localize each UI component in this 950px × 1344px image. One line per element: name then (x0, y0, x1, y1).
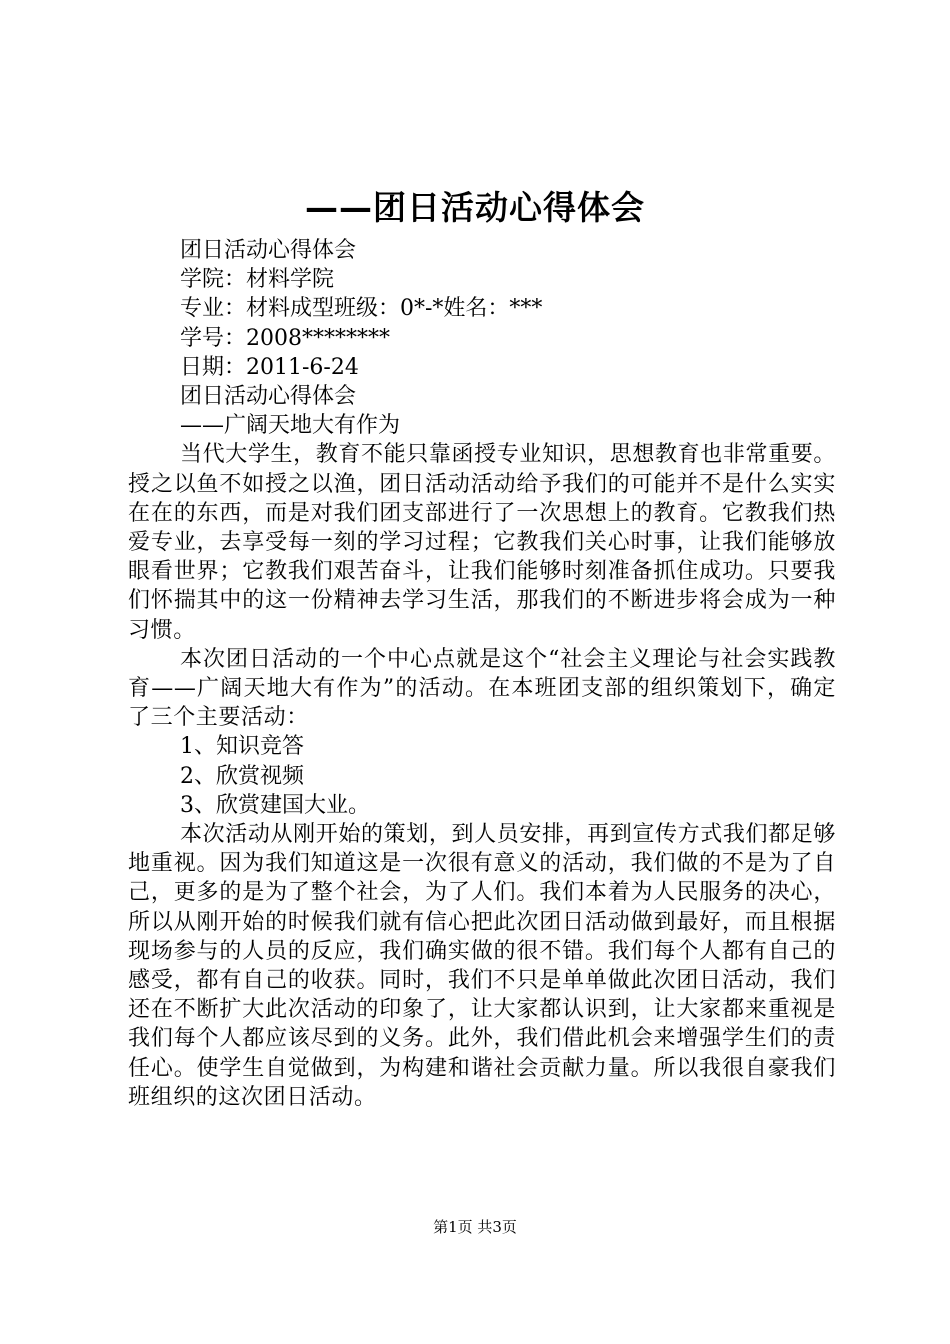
document-body (128, 236, 836, 1112)
header-line-date: 日期：2011-6-24 (180, 354, 359, 380)
activity-list-item: 2、欣赏视频 (180, 763, 304, 789)
header-line-subtitle: 团日活动心得体会 (180, 238, 357, 263)
document-title: ——团日活动心得体会 (305, 188, 645, 227)
header-line-student-id: 学号：2008******** (180, 325, 390, 351)
body-paragraph: 本次团日活动的一个中心点就是这个“社会主义理论与社会实践教育——广阔天地大有作为”的活动。在本班团支部的组织策划下，确定了三个主要活动： (128, 646, 836, 731)
closing-paragraph: 本次活动从刚开始的策划，到人员安排，再到宣传方式我们都足够地重视。因为我们知道这是一次很有意义的活动，我们做的不是为了自己，更多的是为了整个社会，为了人们。我们本着为人民服务的决心，所以从刚开始的时候我们就有信心把此次团日活动做到最好，而且根据现场参与的人员的反应，我们确实做的很不错。我们每个人都有自己的感受，都有自己的收获。同时，我们不只是单单做此次团日活动，我们还在不断扩大此次活动的印象了，让大家都认识到，让大家都来重视是我们每个人都应该尽到的义务。此外，我们借此机会来增强学生们的责任心。使学生自觉做到，为构建和谐社会贡献力量。所以我很自豪我们班组织的这次团日活动。 (128, 821, 836, 1110)
header-line-college: 学院：材料学院 (180, 267, 335, 293)
header-line-theme: ——广阔天地大有作为 (180, 413, 401, 439)
body-paragraph: 当代大学生，教育不能只靠函授专业知识，思想教育也非常重要。授之以鱼不如授之以渔，团日活动活动给予我们的可能并不是什么实实在在的东西，而是对我们团支部进行了一次思想上的教育。它教我们热爱专业，去享受每一刻的学习过程；它教我们关心时事，让我们能够放眼看世界；它教我们艰苦奋斗，让我们能够时刻准备抓住成功。只要我们怀揣其中的这一份精神去学习生活，那我们的不断进步将会成为一种习惯。 (128, 442, 836, 643)
header-line-repeat-title: 团日活动心得体会 (180, 383, 357, 409)
activity-list-item: 3、欣赏建国大业。 (180, 792, 370, 818)
page-footer: 第1页 共3页 (433, 1218, 517, 1236)
activity-list-item: 1、知识竞答 (180, 734, 304, 760)
header-line-major-class-name: 专业：材料成型班级：0*-*姓名：*** (180, 296, 543, 322)
